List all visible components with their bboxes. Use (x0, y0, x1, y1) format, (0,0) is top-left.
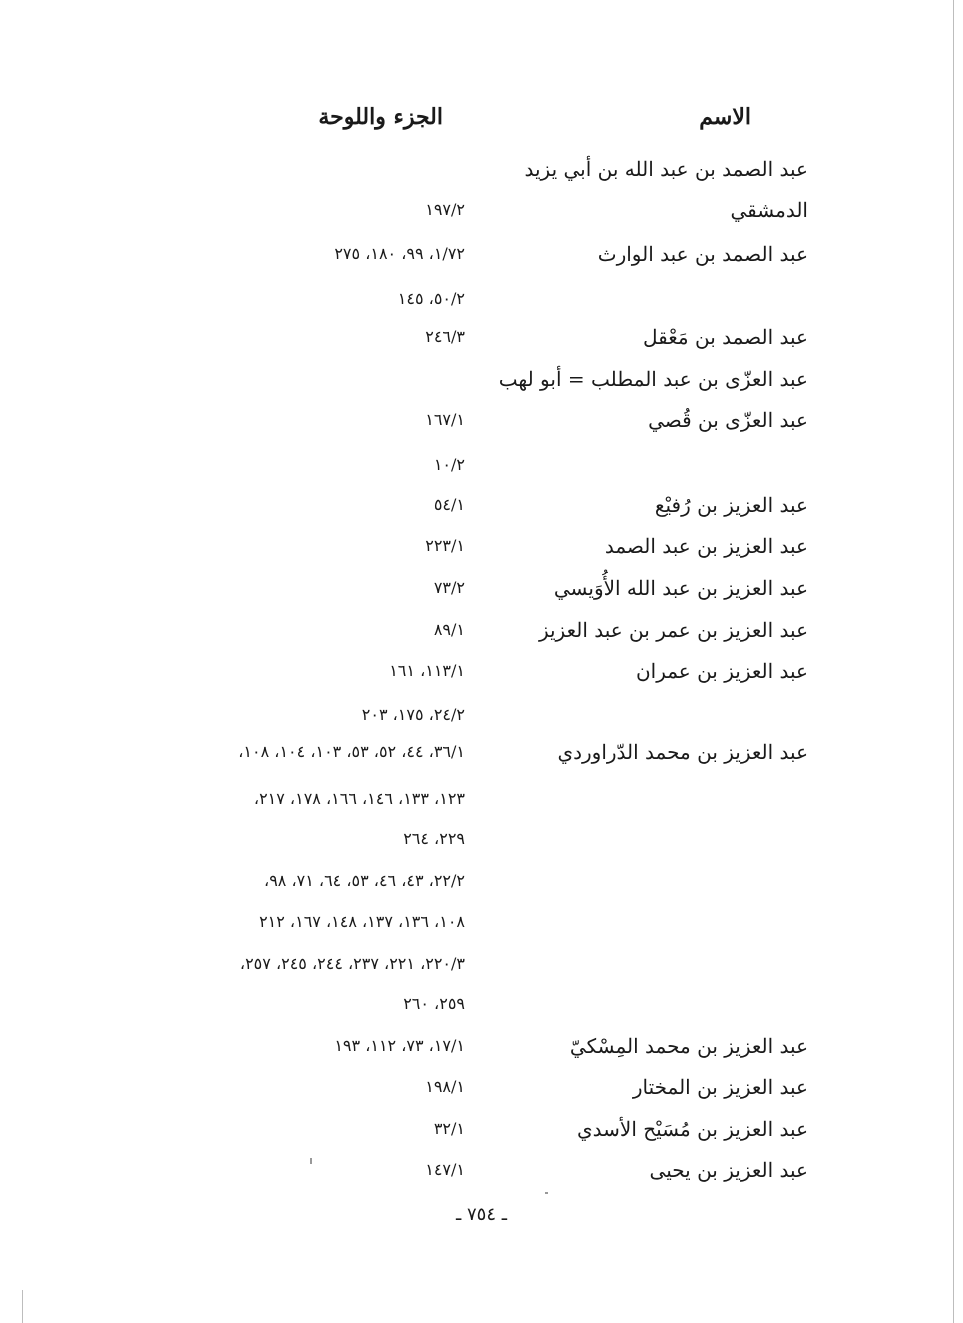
index-row (0, 403, 963, 441)
entry-refs: ١٠٨، ١٣٦، ١٣٧، ١٤٨، ١٦٧، ٢١٢ (259, 912, 465, 931)
entry-name: عبد العزّى بن قُصي (648, 408, 808, 432)
entry-refs: ٢٢٠/٣، ٢٢١، ٢٣٧، ٢٤٤، ٢٤٥، ٢٥٧، (239, 954, 465, 973)
index-row (0, 735, 963, 773)
entry-refs: ١٩٧/٢ (425, 200, 465, 219)
entry-refs: ٧٣/٢ (433, 578, 465, 597)
index-row (0, 905, 963, 943)
entry-refs: ١٤٧/١ (425, 1160, 465, 1179)
entry-name: الدمشقي (730, 198, 808, 222)
index-row (0, 1112, 963, 1150)
index-row (0, 654, 963, 692)
entry-refs: ١٩٨/١ (425, 1077, 465, 1096)
entry-name: عبد العزّى بن عبد المطلب = أبو لهب (498, 367, 808, 391)
index-row (0, 529, 963, 567)
index-row (0, 987, 963, 1025)
entry-refs: ٢٢/٢، ٤٣، ٤٦، ٥٣، ٦٤، ٧١، ٩٨، (264, 871, 465, 890)
entry-name: عبد الصمد بن عبد الله بن أبي يزيد (524, 157, 808, 181)
index-row (0, 571, 963, 609)
entry-name: عبد الصمد بن مَعْقل (642, 325, 808, 349)
entry-refs: ٢٢٩، ٢٦٤ (403, 829, 465, 848)
entry-refs: ٢٤/٢، ١٧٥، ٢٠٣ (361, 705, 465, 724)
index-row (0, 698, 963, 736)
entry-refs: ١٢٣، ١٣٣، ١٤٦، ١٦٦، ١٧٨، ٢١٧، (253, 789, 465, 808)
entry-name: عبد العزيز بن مُسَيْح الأسدي (577, 1117, 808, 1141)
index-row (0, 864, 963, 902)
entry-refs: ٥٤/١ (433, 495, 465, 514)
index-row (0, 822, 963, 860)
index-row (0, 237, 963, 275)
entry-name: عبد العزيز بن يحيى (649, 1158, 808, 1182)
entry-name: عبد العزيز بن عمر بن عبد العزيز (538, 618, 808, 642)
index-row (0, 448, 963, 486)
entry-refs: ١٠/٢ (433, 455, 465, 474)
index-row (0, 152, 963, 190)
index-row (0, 1070, 963, 1108)
column-header-volume: الجزء واللوحة (318, 104, 443, 130)
entry-refs: ٥٠/٢، ١٤٥ (397, 289, 465, 308)
index-row (0, 1153, 963, 1191)
speck (545, 1192, 548, 1194)
entry-name: عبد الصمد بن عبد الوارث (597, 242, 808, 266)
entry-name: عبد العزيز بن المختار (632, 1075, 808, 1099)
entry-refs: ١١٣/١، ١٦١ (389, 661, 465, 680)
index-row (0, 782, 963, 820)
entry-name: عبد العزيز بن محمد الدّراوردي (557, 740, 808, 764)
entry-refs: ٢٤٦/٣ (425, 327, 465, 346)
entry-refs: ١٧/١، ٧٣، ١١٢، ١٩٣ (334, 1036, 465, 1055)
column-header-name: الاسم (699, 104, 751, 130)
entry-name: عبد العزيز بن محمد المِسْكيّ (569, 1034, 808, 1058)
entry-name: عبد العزيز بن عمران (635, 659, 808, 683)
index-row (0, 282, 963, 320)
entry-refs: ١٦٧/١ (425, 410, 465, 429)
index-row (0, 488, 963, 526)
entry-refs: ٣٦/١، ٤٤، ٥٢، ٥٣، ١٠٣، ١٠٤، ١٠٨، (238, 742, 465, 761)
page-number: ـ ٧٥٤ ـ (455, 1204, 507, 1225)
index-row (0, 320, 963, 358)
entry-name: عبد العزيز بن عبد الصمد (604, 534, 808, 558)
entry-refs: ٢٥٩، ٢٦٠ (403, 994, 465, 1013)
entry-refs: ٣٢/١ (433, 1119, 465, 1138)
entry-name: عبد العزيز بن عبد الله الأُوَيسي (553, 576, 808, 600)
index-row (0, 613, 963, 651)
entry-refs: ١/٧٢، ٩٩، ١٨٠، ٢٧٥ (334, 244, 465, 263)
left-edge-line (22, 1290, 23, 1323)
entry-refs: ٨٩/١ (433, 620, 465, 639)
entry-name: عبد العزيز بن رُفيْع (654, 493, 808, 517)
index-row (0, 193, 963, 231)
index-row (0, 1029, 963, 1067)
entry-refs: ٢٢٣/١ (425, 536, 465, 555)
index-row (0, 947, 963, 985)
index-row (0, 362, 963, 400)
